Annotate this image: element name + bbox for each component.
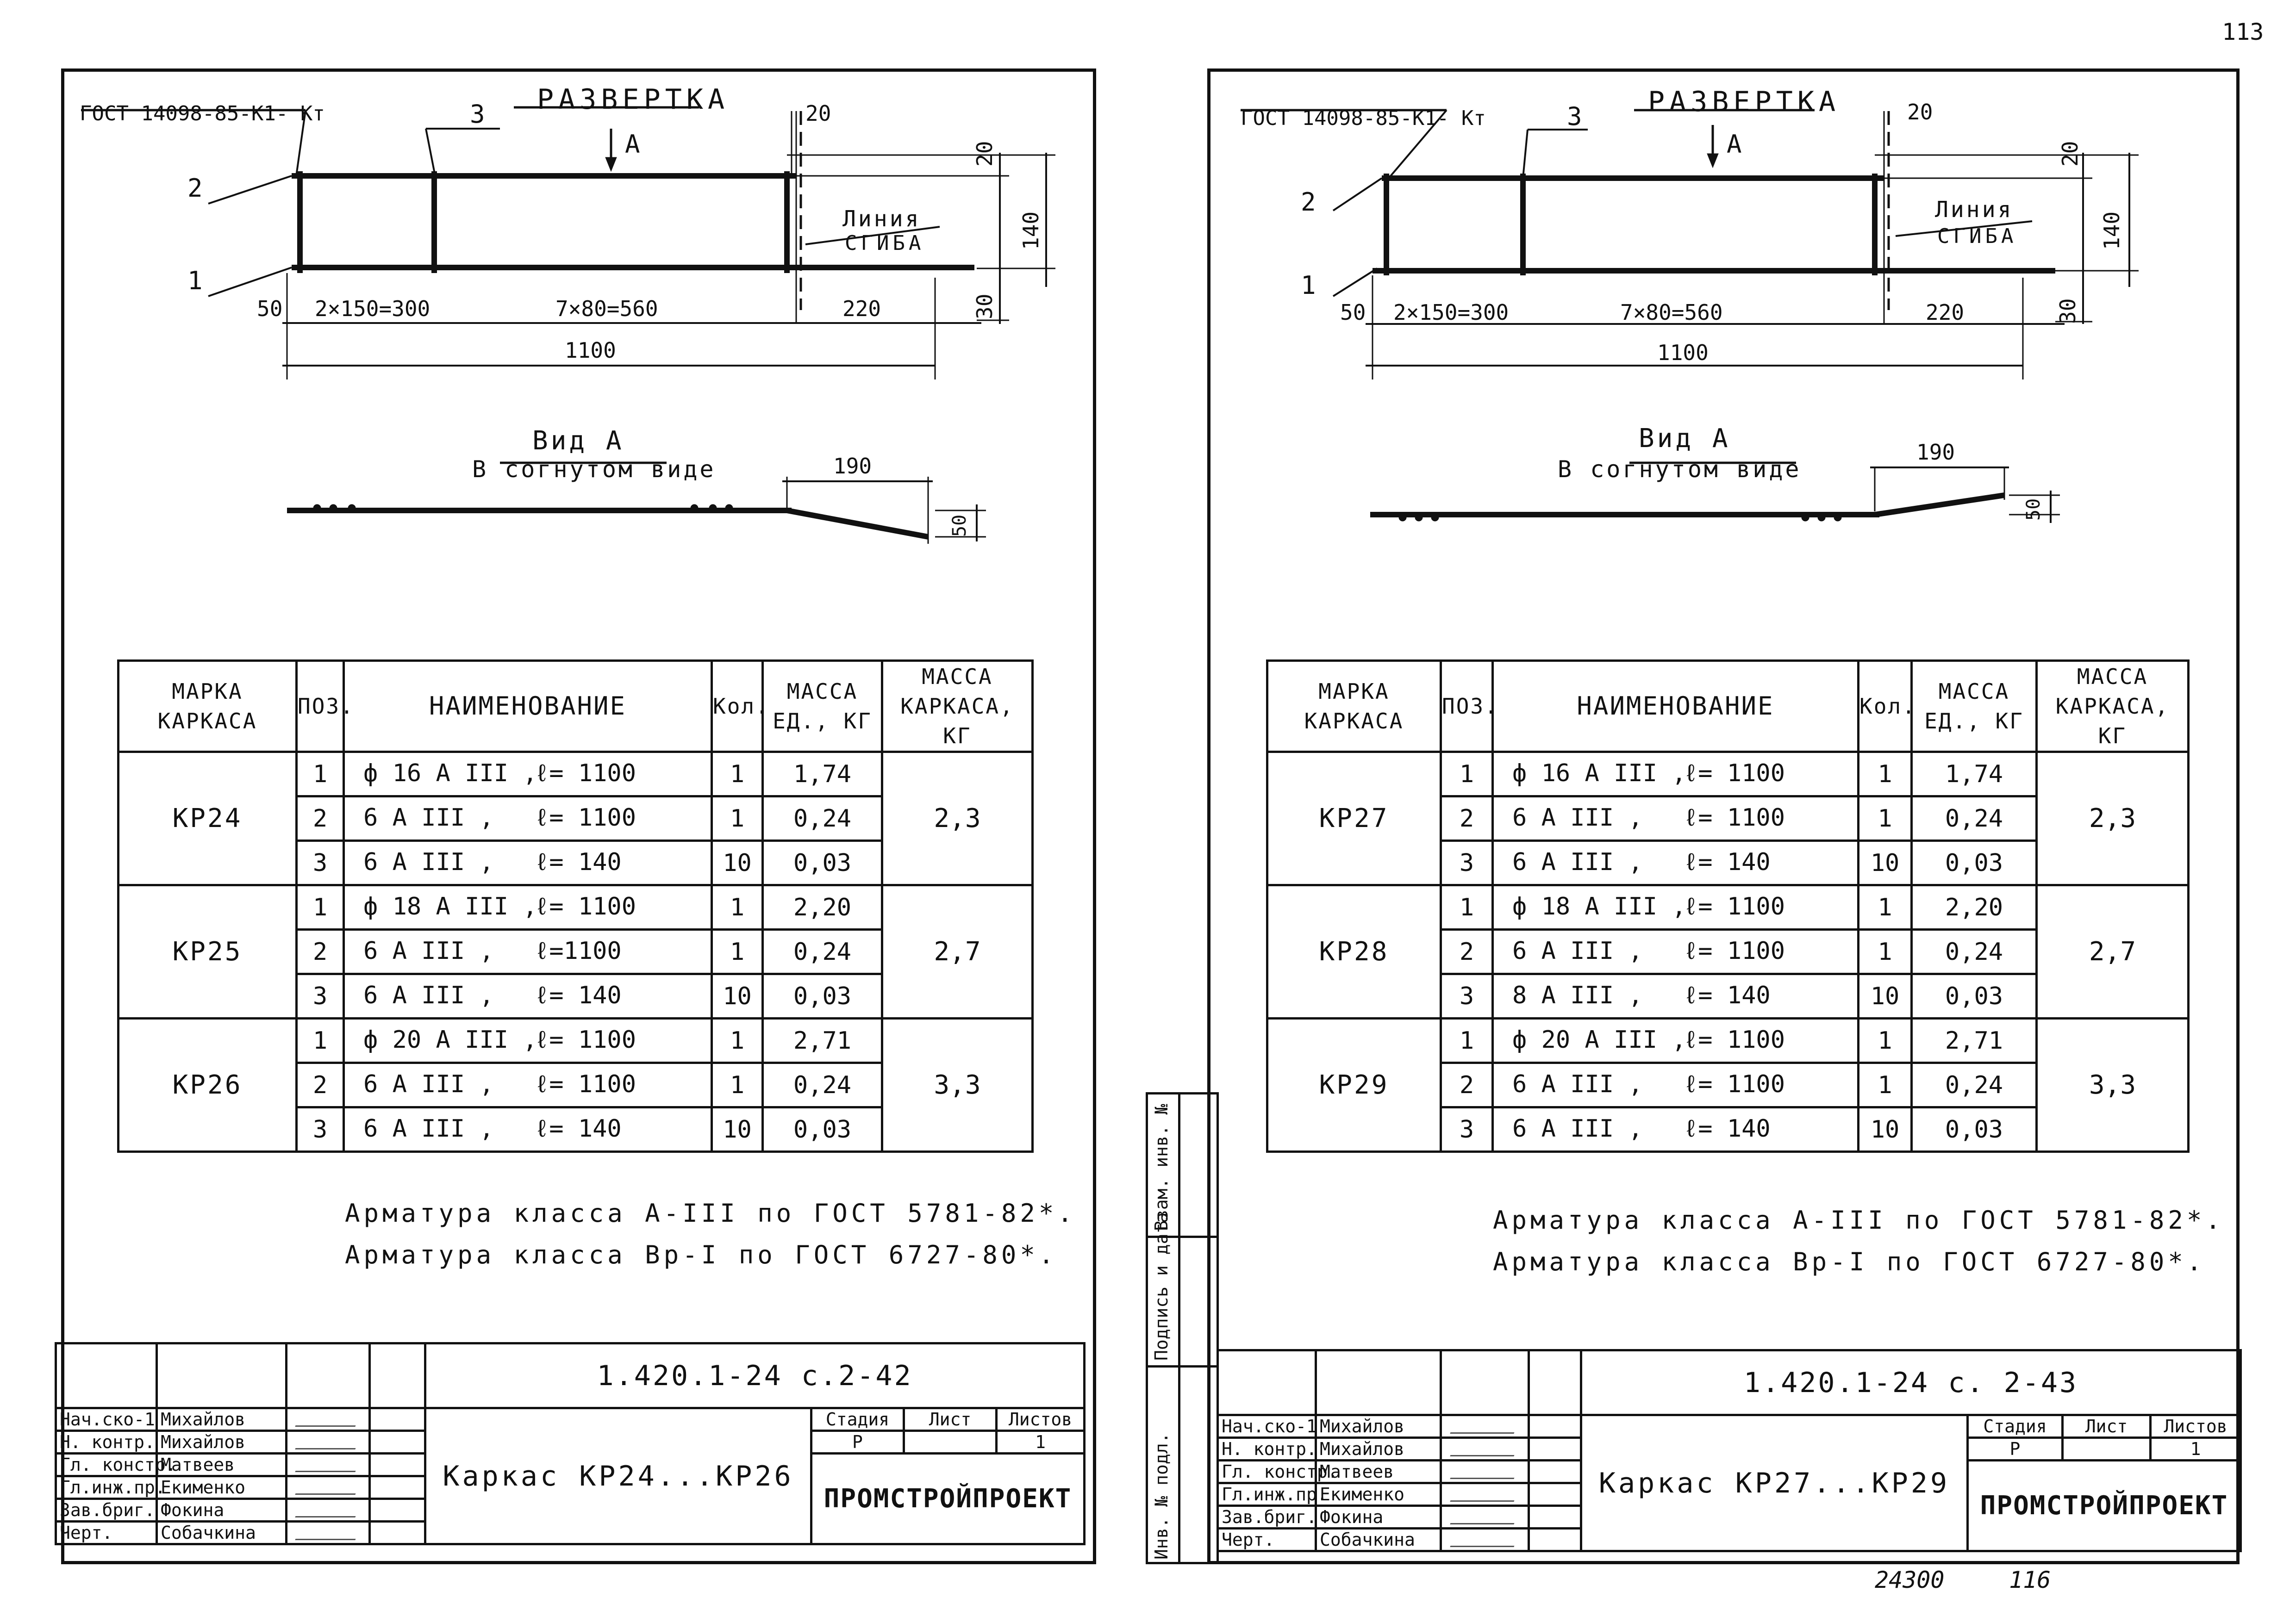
quantity: 1	[712, 930, 763, 974]
dim-220: 220	[842, 296, 881, 321]
position: 3	[297, 974, 344, 1019]
frame-mark: КР28	[1267, 885, 1441, 1019]
bar-length: ℓ= 1100	[1684, 759, 1785, 787]
role-3: Гл. констр.	[1218, 1461, 1316, 1483]
frame-total-mass: 2,3	[882, 752, 1033, 885]
pos-label-3: 3	[1567, 102, 1582, 131]
dim-560: 7×80=560	[1620, 300, 1723, 325]
bar-designation: 6 А III ,	[363, 848, 494, 876]
bar-designation: 6 А III ,	[363, 1115, 494, 1143]
name-6: Собачкина	[157, 1522, 287, 1544]
quantity: 10	[712, 841, 763, 885]
unit-mass: 2,20	[1912, 885, 2037, 930]
header-qty: Кол.	[712, 661, 763, 752]
signature	[1450, 1533, 1520, 1547]
quantity: 10	[1859, 1107, 1912, 1152]
gost-ref: ГОСТ 14098-85-К1- Кт	[1241, 106, 1486, 130]
quantity: 1	[1859, 1019, 1912, 1063]
dim-560: 7×80=560	[555, 296, 658, 321]
signature	[1450, 1442, 1520, 1456]
unit-mass: 0,03	[1912, 1107, 2037, 1152]
quantity: 1	[712, 1019, 763, 1063]
unit-mass: 0,24	[1912, 1063, 2037, 1107]
bar-designation: ф 18 А III ,	[363, 893, 537, 920]
org-name: ПРОМСТРОЙПРОЕКТ	[1968, 1461, 2241, 1551]
note-2: Арматура класса Вр-I по ГОСТ 6727-80*.	[345, 1240, 1058, 1269]
quantity: 1	[1859, 752, 1912, 796]
name-1: Михайлов	[1316, 1415, 1441, 1438]
dim-30: 30	[972, 293, 997, 319]
pos-label-3: 3	[470, 99, 485, 129]
bar-length: ℓ= 1100	[1684, 1026, 1785, 1054]
role-2: Н. контр.	[56, 1431, 157, 1454]
side-strip-divider	[1178, 1092, 1180, 1564]
bar-designation: 8 А III ,	[1512, 982, 1643, 1009]
dim-220: 220	[1926, 300, 1965, 325]
drawing-title: Каркас КР27...КР29	[1581, 1415, 1968, 1551]
pos-label-2: 2	[187, 174, 203, 203]
name-6: Собачкина	[1316, 1529, 1441, 1551]
frame-total-mass: 2,7	[2037, 885, 2189, 1019]
name-5: Фокина	[1316, 1506, 1441, 1529]
table-row	[1267, 1019, 2189, 1063]
bar-length: ℓ= 1100	[1684, 937, 1785, 965]
frame-mark: КР24	[119, 752, 297, 885]
bar-length: ℓ= 1100	[535, 804, 636, 832]
frame-mark: КР25	[119, 885, 297, 1019]
bend-line-label-2: СГИБА	[845, 231, 925, 255]
bar-length: ℓ= 140	[535, 982, 622, 1009]
stage-value: Р	[811, 1431, 904, 1454]
bar-designation: ф 20 А III ,	[1512, 1026, 1686, 1054]
name-3: Матвеев	[1316, 1461, 1441, 1483]
bar-length: ℓ= 140	[1684, 982, 1771, 1009]
name-3: Матвеев	[157, 1454, 287, 1476]
position: 2	[297, 930, 344, 974]
pos-label-1: 1	[187, 266, 203, 295]
position: 3	[1441, 974, 1493, 1019]
bar-length: ℓ= 1100	[1684, 1070, 1785, 1098]
side-sign-date: Подпись и дата	[1151, 1212, 1172, 1361]
bar-designation: ф 16 А III ,	[1512, 759, 1686, 787]
bar-designation: 6 А III ,	[363, 937, 494, 965]
frame-total-mass: 3,3	[882, 1019, 1033, 1152]
dim-300: 2×150=300	[1393, 300, 1509, 325]
dim-1100: 1100	[1657, 340, 1709, 365]
quantity: 10	[1859, 974, 1912, 1019]
stage-label: Стадия	[811, 1408, 904, 1431]
unit-mass: 2,20	[763, 885, 882, 930]
name-4: Екименко	[1316, 1483, 1441, 1506]
header-mark: МАРКА КАРКАСА	[119, 661, 297, 752]
unit-mass: 0,24	[763, 930, 882, 974]
dim-50: 50	[1340, 300, 1366, 325]
sheet-label: Лист	[2063, 1415, 2151, 1438]
quantity: 10	[712, 974, 763, 1019]
unit-mass: 0,03	[1912, 974, 2037, 1019]
bend-line-label-1: Линия	[1935, 197, 2014, 223]
spec-table-body	[1267, 752, 2189, 1152]
bar-designation: 6 А III ,	[363, 804, 494, 832]
note-1: Арматура класса А-III по ГОСТ 5781-82*.	[345, 1199, 1076, 1228]
name-4: Екименко	[157, 1476, 287, 1499]
unit-mass: 0,03	[763, 841, 882, 885]
bar-name	[1493, 974, 1859, 1019]
bend-line-label-2: СГИБА	[1937, 224, 2017, 248]
dim-50: 50	[257, 296, 283, 321]
bar-name	[1493, 1107, 1859, 1152]
position: 3	[1441, 841, 1493, 885]
quantity: 1	[712, 1063, 763, 1107]
header-pos: ПОЗ.	[1441, 661, 1493, 752]
quantity: 10	[1859, 841, 1912, 885]
title-block-right	[1217, 1349, 2242, 1552]
header-mass-unit: МАССА ЕД., КГ	[763, 661, 882, 752]
role-6: Черт.	[56, 1522, 157, 1544]
unit-mass: 0,03	[763, 974, 882, 1019]
note-2: Арматура класса Вр-I по ГОСТ 6727-80*.	[1493, 1247, 2206, 1276]
dim-20-top: 20	[805, 101, 831, 126]
dim-140: 140	[2099, 211, 2124, 250]
bend-line-label-1: Линия	[842, 206, 921, 232]
signature	[1450, 1487, 1520, 1502]
view-dim-190: 190	[1916, 440, 1955, 465]
position: 1	[297, 1019, 344, 1063]
role-3: Гл. констр.	[56, 1454, 157, 1476]
note-1: Арматура класса А-III по ГОСТ 5781-82*.	[1493, 1206, 2224, 1235]
view-title: Вид А	[1639, 423, 1731, 454]
drawing-title: Каркас КР24...КР26	[425, 1408, 811, 1544]
bar-length: ℓ= 1100	[1684, 893, 1785, 920]
header-qty: Кол.	[1859, 661, 1912, 752]
side-strip-divider	[1146, 1365, 1219, 1368]
frame-total-mass: 3,3	[2037, 1019, 2189, 1152]
stage-value: Р	[1968, 1438, 2063, 1461]
name-2: Михайлов	[157, 1431, 287, 1454]
bar-designation: 6 А III ,	[363, 982, 494, 1009]
position: 1	[1441, 1019, 1493, 1063]
footer-code: 24300	[1875, 1567, 1945, 1593]
bar-length: ℓ= 140	[1684, 848, 1771, 876]
bar-name	[1493, 752, 1859, 796]
unit-mass: 0,03	[763, 1107, 882, 1152]
view-subtitle: В согнутом виде	[472, 456, 716, 483]
dim-20-top: 20	[1907, 99, 1933, 124]
bar-name	[1493, 841, 1859, 885]
header-mass-total: МАССА КАРКАСА, КГ	[882, 661, 1033, 752]
bar-designation: ф 20 А III ,	[363, 1026, 537, 1054]
layout-title: РАЗВЕРТКА	[1648, 86, 1841, 118]
role-5: Зав.бриг.	[56, 1499, 157, 1522]
bar-length: ℓ= 1100	[535, 893, 636, 920]
gost-ref: ГОСТ 14098-85-К1- Кт	[80, 102, 325, 125]
bar-designation: 6 А III ,	[1512, 1070, 1643, 1098]
unit-mass: 0,03	[1912, 841, 2037, 885]
bar-length: ℓ= 1100	[1684, 804, 1785, 832]
dim-1100: 1100	[565, 338, 616, 363]
bar-length: ℓ= 140	[535, 848, 622, 876]
position: 1	[297, 752, 344, 796]
view-title: Вид А	[532, 426, 624, 456]
quantity: 1	[712, 885, 763, 930]
position: 1	[1441, 752, 1493, 796]
unit-mass: 0,24	[1912, 930, 2037, 974]
table-row	[1267, 752, 2189, 796]
bar-length: ℓ= 1100	[535, 759, 636, 787]
bar-designation: 6 А III ,	[363, 1070, 494, 1098]
sheet-value	[2063, 1438, 2151, 1461]
frame-total-mass: 2,3	[2037, 752, 2189, 885]
bar-length: ℓ= 1100	[535, 1070, 636, 1098]
position: 2	[1441, 796, 1493, 841]
bar-length: ℓ= 140	[535, 1115, 622, 1143]
unit-mass: 0,24	[1912, 796, 2037, 841]
position: 2	[1441, 930, 1493, 974]
header-name: НАИМЕНОВАНИЕ	[344, 661, 712, 752]
position: 1	[297, 885, 344, 930]
position: 1	[1441, 885, 1493, 930]
bar-name	[1493, 1063, 1859, 1107]
role-6: Черт.	[1218, 1529, 1316, 1551]
bar-designation: ф 16 А III ,	[363, 759, 537, 787]
frame-mark: КР29	[1267, 1019, 1441, 1152]
quantity: 10	[712, 1107, 763, 1152]
dim-300: 2×150=300	[315, 296, 430, 321]
bar-designation: 6 А III ,	[1512, 804, 1643, 832]
bar-length: ℓ=1100	[535, 937, 622, 965]
stage-label: Стадия	[1968, 1415, 2063, 1438]
org-name: ПРОМСТРОЙПРОЕКТ	[811, 1454, 1085, 1544]
quantity: 1	[1859, 930, 1912, 974]
bar-designation: ф 18 А III ,	[1512, 893, 1686, 920]
quantity: 1	[712, 796, 763, 841]
sheets-label: Листов	[997, 1408, 1085, 1431]
unit-mass: 1,74	[1912, 752, 2037, 796]
quantity: 1	[1859, 885, 1912, 930]
signature	[1450, 1510, 1520, 1524]
position: 2	[297, 796, 344, 841]
position: 3	[297, 1107, 344, 1152]
bar-designation: 6 А III ,	[1512, 1115, 1643, 1143]
role-2: Н. контр.	[1218, 1438, 1316, 1461]
header-name: НАИМЕНОВАНИЕ	[1493, 661, 1859, 752]
signature	[1450, 1419, 1520, 1434]
sheet-label: Лист	[904, 1408, 997, 1431]
bar-name	[1493, 885, 1859, 930]
position: 3	[1441, 1107, 1493, 1152]
footer-page: 116	[2009, 1567, 2051, 1593]
unit-mass: 2,71	[763, 1019, 882, 1063]
bar-name	[1493, 930, 1859, 974]
quantity: 1	[712, 752, 763, 796]
bar-name	[1493, 1019, 1859, 1063]
unit-mass: 0,24	[763, 1063, 882, 1107]
header-pos: ПОЗ.	[297, 661, 344, 752]
pos-label-1: 1	[1301, 271, 1316, 300]
name-5: Фокина	[157, 1499, 287, 1522]
side-replace-inv: Взам. инв. №	[1151, 1104, 1172, 1231]
layout-title: РАЗВЕРТКА	[537, 83, 730, 116]
sheets-value: 1	[2151, 1438, 2241, 1461]
header-mass-unit: МАССА ЕД., КГ	[1912, 661, 2037, 752]
view-subtitle: В согнутом виде	[1558, 456, 1802, 483]
position: 3	[297, 841, 344, 885]
sheets-value: 1	[997, 1431, 1085, 1454]
dim-20-right: 20	[972, 141, 997, 167]
dim-20-right: 20	[2058, 141, 2083, 167]
role-1: Нач.ско-1	[1218, 1415, 1316, 1438]
spec-table-right	[1266, 659, 2190, 1153]
view-dim-50: 50	[2023, 498, 2044, 521]
view-arrow-label: А	[625, 130, 640, 159]
role-5: Зав.бриг.	[1218, 1506, 1316, 1529]
table-row	[1267, 885, 2189, 930]
sheets-label: Листов	[2151, 1415, 2241, 1438]
signature	[1450, 1465, 1520, 1479]
frame-mark: КР26	[119, 1019, 297, 1152]
name-2: Михайлов	[1316, 1438, 1441, 1461]
view-dim-50: 50	[949, 514, 970, 537]
name-1: Михайлов	[157, 1408, 287, 1431]
pos-label-2: 2	[1301, 187, 1316, 217]
unit-mass: 2,71	[1912, 1019, 2037, 1063]
dim-140: 140	[1018, 211, 1043, 250]
doc-code: 1.420.1-24 с.2-42	[425, 1343, 1085, 1408]
frame-mark: КР27	[1267, 752, 1441, 885]
unit-mass: 0,24	[763, 796, 882, 841]
bar-designation: 6 А III ,	[1512, 848, 1643, 876]
view-dim-190: 190	[833, 454, 872, 479]
bar-length: ℓ= 140	[1684, 1115, 1771, 1143]
dim-30: 30	[2055, 298, 2080, 324]
bar-length: ℓ= 1100	[535, 1026, 636, 1054]
page-number: 113	[2222, 19, 2264, 45]
bar-name	[1493, 796, 1859, 841]
position: 2	[297, 1063, 344, 1107]
unit-mass: 1,74	[763, 752, 882, 796]
doc-code: 1.420.1-24 с. 2-43	[1581, 1350, 2241, 1415]
role-4: Гл.инж.пр.	[56, 1476, 157, 1499]
quantity: 1	[1859, 796, 1912, 841]
bar-designation: 6 А III ,	[1512, 937, 1643, 965]
quantity: 1	[1859, 1063, 1912, 1107]
side-inv-orig: Инв. № подл.	[1151, 1432, 1172, 1560]
frame-total-mass: 2,7	[882, 885, 1033, 1019]
role-1: Нач.ско-1	[56, 1408, 157, 1431]
position: 2	[1441, 1063, 1493, 1107]
header-mark: МАРКА КАРКАСА	[1267, 661, 1441, 752]
header-mass-total: МАССА КАРКАСА, КГ	[2037, 661, 2189, 752]
view-arrow-label: А	[1727, 130, 1742, 159]
role-4: Гл.инж.пр.	[1218, 1483, 1316, 1506]
